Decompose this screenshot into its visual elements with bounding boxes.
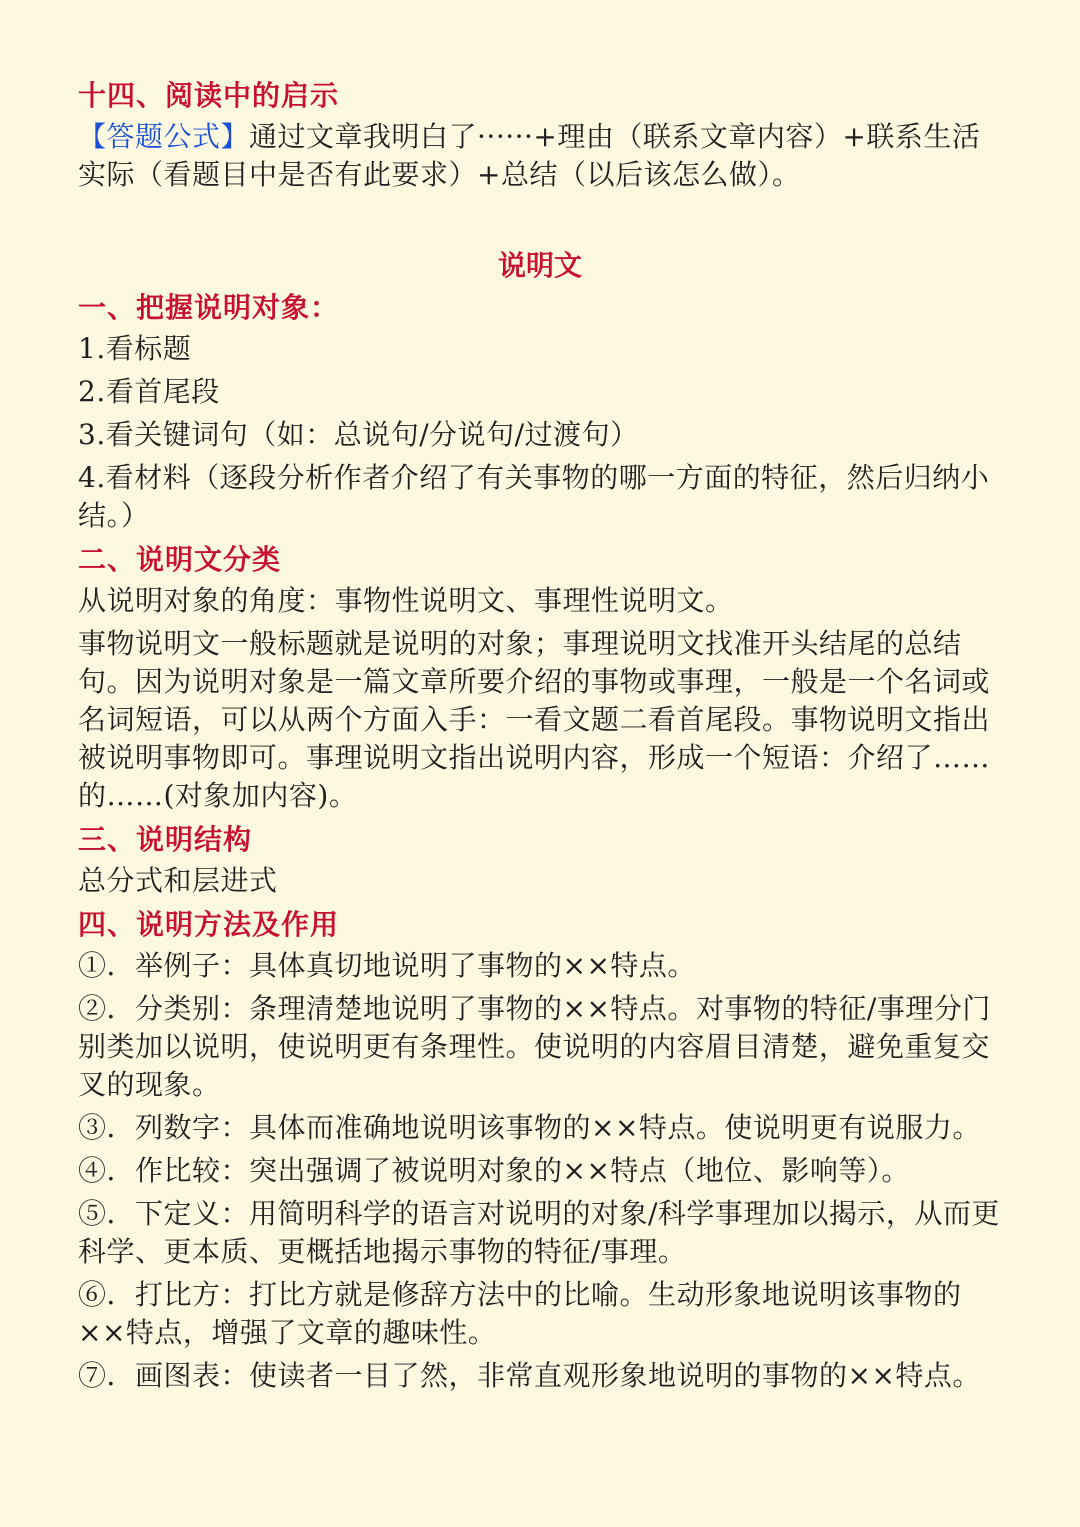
- method-item: ⑦．画图表：使读者一目了然，非常直观形象地说明的事物的××特点。: [78, 1359, 981, 1392]
- answer-formula-tag: 【答题公式】: [78, 120, 250, 153]
- method-item: ⑤．下定义：用简明科学的语言对说明的对象/科学事理加以揭示，从而更科学、更本质、更概括地揭示事物的特征/事理。: [78, 1197, 1000, 1268]
- section-1-heading: 一、把握说明对象：: [78, 291, 340, 324]
- list-item: 4.看材料（逐段分析作者介绍了有关事物的哪一方面的特征，然后归纳小结。）: [78, 461, 990, 532]
- list-item: 3.看关键词句（如：总说句/分说句/过渡句）: [78, 418, 639, 451]
- spacer: [78, 194, 1002, 246]
- paragraph: 从说明对象的角度：事物性说明文、事理性说明文。: [78, 584, 734, 617]
- expository-title: 说明文: [497, 249, 582, 282]
- section-3-heading: 三、说明结构: [78, 823, 253, 856]
- answer-formula-paragraph: [78, 118, 1002, 194]
- method-item: ③．列数字：具体而准确地说明该事物的××特点。使说明更有说服力。: [78, 1111, 981, 1144]
- paragraph: 事物说明文一般标题就是说明的对象；事理说明文找准开头结尾的总结句。因为说明对象是一篇文章所要介绍的事物或事理，一般是一个名词或名词短语，可以从两个方面入手：一看文题二看首尾段。事物说明文指出被说明事物即可。事理说明文指出说明内容，形成一个短语：介绍了……的……(对象加内容)。: [78, 627, 991, 812]
- section-4-heading: 四、说明方法及作用: [78, 908, 340, 941]
- method-item: ⑥．打比方：打比方就是修辞方法中的比喻。生动形象地说明该事物的××特点，增强了文章的趣味性。: [78, 1278, 962, 1349]
- method-item: ②．分类别：条理清楚地说明了事物的××特点。对事物的特征/事理分门别类加以说明，使说明更有条理性。使说明的内容眉目清楚，避免重复交叉的现象。: [78, 992, 991, 1101]
- method-item: ④．作比较：突出强调了被说明对象的××特点（地位、影响等）。: [78, 1154, 910, 1187]
- list-item: 2.看首尾段: [78, 375, 220, 408]
- section-2-heading: 二、说明文分类: [78, 543, 282, 576]
- section-14-heading: 十四、阅读中的启示: [78, 79, 340, 112]
- list-item: 1.看标题: [78, 332, 192, 365]
- document-page: [78, 74, 1002, 1400]
- method-item: ①．举例子：具体真切地说明了事物的××特点。: [78, 949, 696, 982]
- answer-formula-text: 通过文章我明白了······+理由（联系文章内容）+联系生活实际（看题目中是否有此要求）+总结（以后该怎么做）。: [78, 120, 981, 191]
- paragraph: 总分式和层进式: [78, 864, 278, 897]
